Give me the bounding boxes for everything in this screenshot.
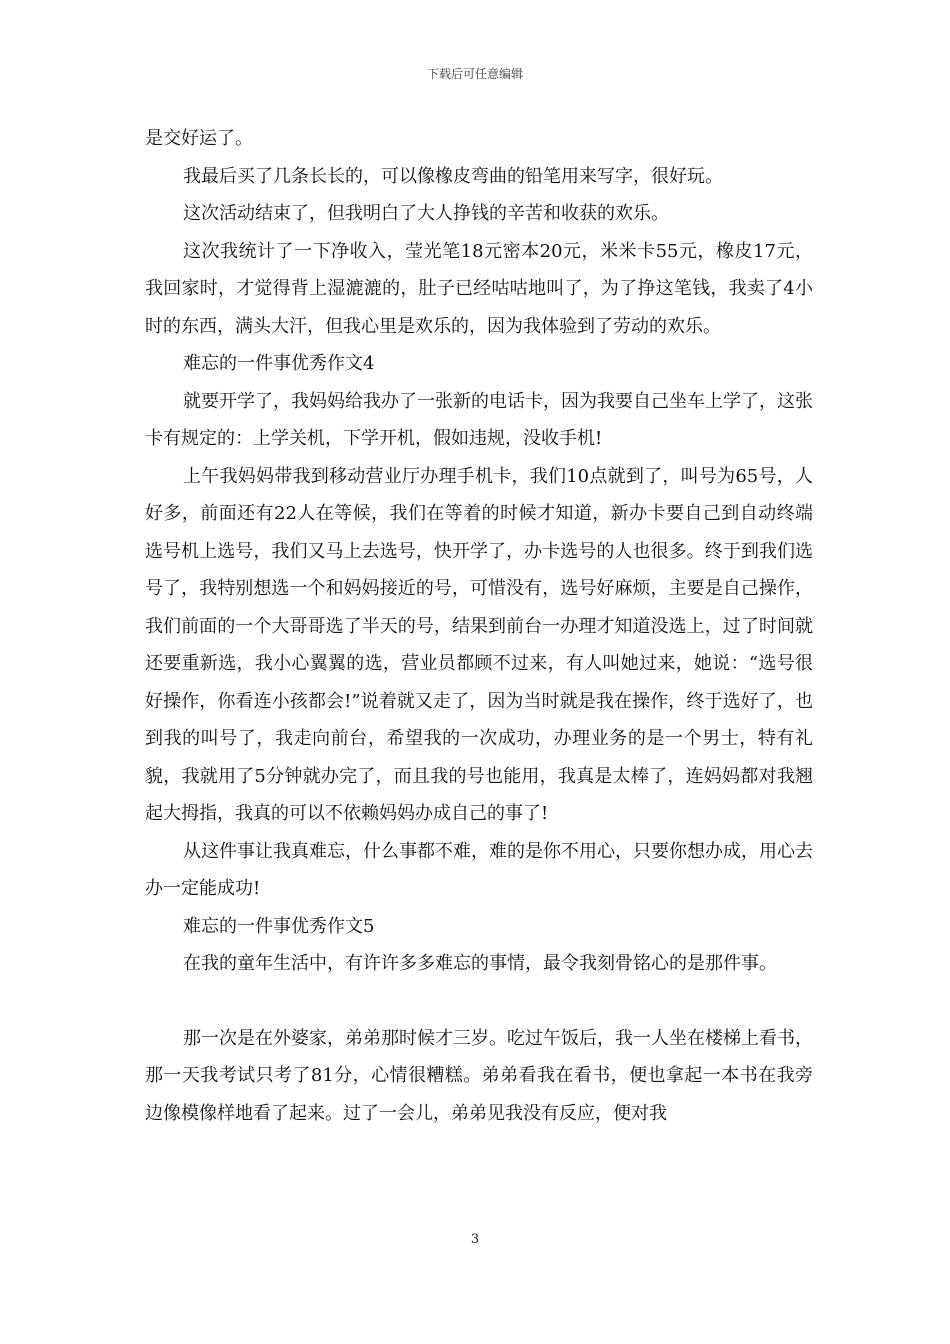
paragraph: 就要开学了，我妈妈给我办了一张新的电话卡，因为我要自己坐车上学了，这张卡有规定的：上学关机，下学开机，假如违规，没收手机! — [145, 390, 813, 449]
paragraph: 那一次是在外婆家，弟弟那时候才三岁。吃过午饭后，我一人坐在楼梯上看书，那一天我考试只考了81分，心情很糟糕。弟弟看我在看书，便也拿起一本书在我旁边像模像样地看了起来。过了一会儿，弟弟见我没有反应，便对我 — [145, 1027, 813, 1124]
section-title: 难忘的一件事优秀作文4 — [183, 353, 375, 374]
paragraph: 我最后买了几条长长的，可以像橡皮弯曲的铅笔用来写字，很好玩。 — [183, 165, 723, 187]
paragraph: 是交好运了。 — [145, 128, 253, 149]
page-header: 下载后可任意编辑 — [426, 67, 523, 81]
paragraph: 在我的童年生活中，有许许多多难忘的事情，最令我刻骨铭心的是那件事。 — [183, 953, 777, 974]
section-title: 难忘的一件事优秀作文5 — [183, 915, 375, 937]
page-number: 3 — [470, 1232, 480, 1247]
document-body — [145, 120, 813, 1132]
paragraph: 上午我妈妈带我到移动营业厅办理手机卡，我们10点就到了，叫号为65号，人好多，前面还有22人在等候，我们在等着的时候才知道，新办卡要自己到自动终端选号机上选号，我们又马上去选号，快开学了，办卡选号的人也很多。终于到我们选号了，我特别想选一个和妈妈接近的号，可惜没有，选号好麻烦，主要是自己操作，我们前面的一个大哥哥选了半天的号，结果到前台一办理才知道没选上，过了时间就还要重新选，我小心翼翼的选，营业员都顾不过来，有人叫她过来，她说：“选号很好操作，你看连小孩都会!”说着就又走了，因为当时就是我在操作，终于选好了，也到我的叫号了，我走向前台，希望我的一次成功，办理业务的是一个男士，特有礼貌，我就用了5分钟就办完了，而且我的号也能用，我真是太棒了，连妈妈都对我翘起大拇指，我真的可以不依赖妈妈办成自己的事了! — [145, 465, 813, 824]
paragraph: 这次活动结束了，但我明白了大人挣钱的辛苦和收获的欢乐。 — [183, 203, 669, 224]
paragraph: 从这件事让我真难忘，什么事都不难，难的是你不用心，只要你想办成，用心去办一定能成功! — [145, 840, 813, 899]
paragraph: 这次我统计了一下净收入，莹光笔18元密本20元，米米卡55元，橡皮17元，我回家时，才觉得背上湿漉漉的，肚子已经咕咕地叫了，为了挣这笔钱，我卖了4小时的东西，满头大汗，但我心里是欢乐的，因为我体验到了劳动的欢乐。 — [145, 240, 813, 337]
